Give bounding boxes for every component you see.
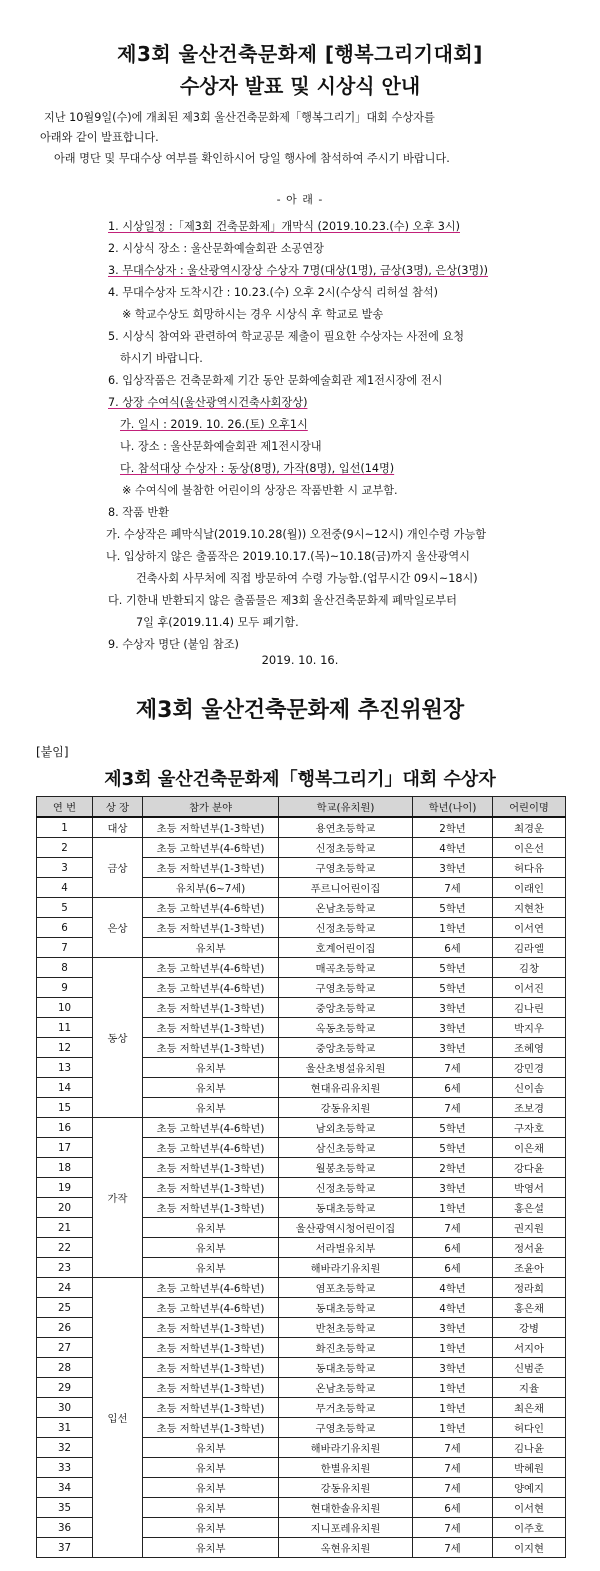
school: 염포초등학교 — [279, 1278, 413, 1298]
notice-item: 7일 후(2019.11.4) 모두 폐기함. — [136, 616, 299, 629]
category: 초등 저학년부(1-3학년) — [143, 1418, 279, 1438]
grade: 5학년 — [413, 898, 493, 918]
school: 구영초등학교 — [279, 1418, 413, 1438]
child-name: 강민경 — [493, 1058, 566, 1078]
notice-item: 7. 상장 수여식(울산광역시건축사회장상) — [108, 396, 308, 409]
grade: 7세 — [413, 1458, 493, 1478]
category: 초등 저학년부(1-3학년) — [143, 1358, 279, 1378]
award-type: 대상 — [93, 817, 143, 838]
child-name: 이래인 — [493, 878, 566, 898]
category: 초등 저학년부(1-3학년) — [143, 858, 279, 878]
row-number: 34 — [37, 1478, 93, 1498]
child-name: 홍은설 — [493, 1198, 566, 1218]
child-name: 양예지 — [493, 1478, 566, 1498]
grade: 6세 — [413, 1238, 493, 1258]
row-number: 28 — [37, 1358, 93, 1378]
grade: 7세 — [413, 1218, 493, 1238]
row-number: 13 — [37, 1058, 93, 1078]
row-number: 10 — [37, 998, 93, 1018]
notice-item: 3. 무대수상자 : 울산광역시장상 수상자 7명(대상(1명), 금상(3명), 은상(3명)) — [108, 264, 489, 277]
row-number: 2 — [37, 838, 93, 858]
grade: 7세 — [413, 1538, 493, 1558]
grade: 4학년 — [413, 1298, 493, 1318]
grade: 5학년 — [413, 1138, 493, 1158]
row-number: 9 — [37, 978, 93, 998]
category: 초등 저학년부(1-3학년) — [143, 1198, 279, 1218]
category: 유치부(6~7세) — [143, 878, 279, 898]
school: 한별유치원 — [279, 1458, 413, 1478]
school: 구영초등학교 — [279, 978, 413, 998]
category: 유치부 — [143, 1478, 279, 1498]
category: 초등 저학년부(1-3학년) — [143, 817, 279, 838]
category: 초등 저학년부(1-3학년) — [143, 1378, 279, 1398]
table-body — [37, 817, 566, 1558]
row-number: 12 — [37, 1038, 93, 1058]
school: 동대초등학교 — [279, 1198, 413, 1218]
award-type: 입선 — [93, 1278, 143, 1558]
table-row — [37, 898, 566, 918]
school: 신정초등학교 — [279, 1178, 413, 1198]
category: 유치부 — [143, 1438, 279, 1458]
col-header: 어린이명 — [493, 797, 566, 818]
row-number: 31 — [37, 1418, 93, 1438]
child-name: 조보경 — [493, 1098, 566, 1118]
grade: 1학년 — [413, 1198, 493, 1218]
grade: 4학년 — [413, 1278, 493, 1298]
notice-item: ※ 학교수상도 희망하시는 경우 시상식 후 학교로 발송 — [122, 308, 384, 321]
table-row — [37, 958, 566, 978]
school: 화진초등학교 — [279, 1338, 413, 1358]
intro-line1: 지난 10월9일(수)에 개최된 제3회 울산건축문화제「행복그리기」대회 수상자를 — [44, 111, 435, 124]
school: 구영초등학교 — [279, 858, 413, 878]
doc-title-line1: 제3회 울산건축문화제 [행복그리기대회] — [117, 42, 483, 66]
grade: 3학년 — [413, 998, 493, 1018]
school: 해바라기유치원 — [279, 1438, 413, 1458]
category: 초등 저학년부(1-3학년) — [143, 1038, 279, 1058]
school: 해바라기유치원 — [279, 1258, 413, 1278]
school: 동대초등학교 — [279, 1358, 413, 1378]
table-row — [37, 817, 566, 838]
notice-item: 6. 입상작품은 건축문화제 기간 동안 문화예술회관 제1전시장에 전시 — [108, 374, 443, 387]
intro-line3: 아래 명단 및 무대수상 여부를 확인하시어 당일 행사에 참석하여 주시기 바랍니다. — [54, 152, 450, 165]
school: 온남초등학교 — [279, 898, 413, 918]
child-name: 지율 — [493, 1378, 566, 1398]
row-number: 35 — [37, 1498, 93, 1518]
row-number: 30 — [37, 1398, 93, 1418]
notice-item: 4. 무대수상자 도착시간 : 10.23.(수) 오후 2시(수상식 리허설 참석) — [108, 286, 439, 299]
grade: 7세 — [413, 1058, 493, 1078]
school: 울산초병설유치원 — [279, 1058, 413, 1078]
category: 유치부 — [143, 1518, 279, 1538]
category: 유치부 — [143, 938, 279, 958]
grade: 4학년 — [413, 838, 493, 858]
row-number: 3 — [37, 858, 93, 878]
grade: 5학년 — [413, 958, 493, 978]
row-number: 14 — [37, 1078, 93, 1098]
row-number: 5 — [37, 898, 93, 918]
grade: 6세 — [413, 1258, 493, 1278]
category: 초등 저학년부(1-3학년) — [143, 1018, 279, 1038]
grade: 2학년 — [413, 1158, 493, 1178]
col-header: 참가 분야 — [143, 797, 279, 818]
notice-item: 1. 시상일정 :「제3회 건축문화제」개막식 (2019.10.23.(수) 오후 3시) — [108, 220, 460, 233]
child-name: 강병 — [493, 1318, 566, 1338]
category: 초등 저학년부(1-3학년) — [143, 1318, 279, 1338]
row-number: 21 — [37, 1218, 93, 1238]
category: 초등 고학년부(4-6학년) — [143, 838, 279, 858]
school: 울산광역시청어린이집 — [279, 1218, 413, 1238]
notice-item: 5. 시상식 참여와 관련하여 학교공문 제출이 필요한 수상자는 사전에 요청 — [108, 330, 465, 343]
category: 초등 저학년부(1-3학년) — [143, 998, 279, 1018]
doc-title-line2: 수상자 발표 및 시상식 안내 — [179, 74, 421, 98]
school: 옥동초등학교 — [279, 1018, 413, 1038]
category: 유치부 — [143, 1098, 279, 1118]
col-header: 상 장 — [93, 797, 143, 818]
row-number: 24 — [37, 1278, 93, 1298]
child-name: 최경운 — [493, 817, 566, 838]
row-number: 8 — [37, 958, 93, 978]
grade: 1학년 — [413, 1338, 493, 1358]
row-number: 37 — [37, 1538, 93, 1558]
category: 초등 고학년부(4-6학년) — [143, 1278, 279, 1298]
school: 중앙초등학교 — [279, 1038, 413, 1058]
school: 지니포레유치원 — [279, 1518, 413, 1538]
grade: 6세 — [413, 1078, 493, 1098]
col-header: 학년(나이) — [413, 797, 493, 818]
school: 서라벌유치부 — [279, 1238, 413, 1258]
notice-item: 건축사회 사무처에 직접 방문하여 수령 가능함.(업무시간 09시~18시) — [136, 572, 478, 585]
category: 초등 고학년부(4-6학년) — [143, 1138, 279, 1158]
grade: 3학년 — [413, 1178, 493, 1198]
child-name: 정라희 — [493, 1278, 566, 1298]
school: 남외초등학교 — [279, 1118, 413, 1138]
child-name: 김나윤 — [493, 1438, 566, 1458]
award-type: 가작 — [93, 1118, 143, 1278]
school: 동대초등학교 — [279, 1298, 413, 1318]
category: 유치부 — [143, 1078, 279, 1098]
notice-item: 2. 시상식 장소 : 울산문화예술회관 소공연장 — [108, 242, 324, 255]
child-name: 신범준 — [493, 1358, 566, 1378]
grade: 7세 — [413, 1098, 493, 1118]
row-number: 26 — [37, 1318, 93, 1338]
school: 용연초등학교 — [279, 817, 413, 838]
category: 유치부 — [143, 1498, 279, 1518]
notice-item: ※ 수여식에 불참한 어린이의 상장은 작품반환 시 교부함. — [122, 484, 398, 497]
notice-item: 9. 수상자 명단 (붙임 참조) — [108, 638, 239, 651]
school: 온남초등학교 — [279, 1378, 413, 1398]
school: 현대한솔유치원 — [279, 1498, 413, 1518]
category: 초등 저학년부(1-3학년) — [143, 1158, 279, 1178]
grade: 7세 — [413, 878, 493, 898]
category: 유치부 — [143, 1458, 279, 1478]
award-type: 금상 — [93, 838, 143, 898]
category: 유치부 — [143, 1258, 279, 1278]
grade: 7세 — [413, 1438, 493, 1458]
child-name: 강다윤 — [493, 1158, 566, 1178]
row-number: 17 — [37, 1138, 93, 1158]
row-number: 20 — [37, 1198, 93, 1218]
school: 월봉초등학교 — [279, 1158, 413, 1178]
row-number: 23 — [37, 1258, 93, 1278]
child-name: 이서진 — [493, 978, 566, 998]
row-number: 7 — [37, 938, 93, 958]
school: 신정초등학교 — [279, 838, 413, 858]
school: 무거초등학교 — [279, 1398, 413, 1418]
row-number: 22 — [37, 1238, 93, 1258]
grade: 3학년 — [413, 858, 493, 878]
notice-item: 가. 수상작은 폐막식날(2019.10.28(월)) 오전중(9시~12시) 개인수령 가능함 — [106, 528, 487, 541]
award-type: 은상 — [93, 898, 143, 958]
grade: 6세 — [413, 938, 493, 958]
child-name: 정서윤 — [493, 1238, 566, 1258]
row-number: 16 — [37, 1118, 93, 1138]
child-name: 박지우 — [493, 1018, 566, 1038]
category: 초등 고학년부(4-6학년) — [143, 1118, 279, 1138]
attachment-title: 제3회 울산건축문화제「행복그리기」대회 수상자 — [104, 769, 496, 790]
winners-table — [36, 796, 566, 1558]
attachment-label: [붙임] — [36, 745, 69, 759]
school: 신정초등학교 — [279, 918, 413, 938]
child-name: 김나린 — [493, 998, 566, 1018]
category: 유치부 — [143, 1218, 279, 1238]
school: 옥현유치원 — [279, 1538, 413, 1558]
grade: 3학년 — [413, 1038, 493, 1058]
category: 초등 저학년부(1-3학년) — [143, 918, 279, 938]
row-number: 19 — [37, 1178, 93, 1198]
school: 중앙초등학교 — [279, 998, 413, 1018]
school: 현대유리유치원 — [279, 1078, 413, 1098]
category: 초등 고학년부(4-6학년) — [143, 1298, 279, 1318]
child-name: 이서연 — [493, 918, 566, 938]
category: 초등 고학년부(4-6학년) — [143, 898, 279, 918]
child-name: 이주호 — [493, 1518, 566, 1538]
table-row — [37, 1118, 566, 1138]
child-name: 이서현 — [493, 1498, 566, 1518]
row-number: 27 — [37, 1338, 93, 1358]
row-number: 6 — [37, 918, 93, 938]
child-name: 박영서 — [493, 1178, 566, 1198]
grade: 1학년 — [413, 1418, 493, 1438]
notice-item: 나. 장소 : 울산문화예술회관 제1전시장내 — [120, 440, 322, 453]
intro-line2: 아래와 같이 발표합니다. — [40, 131, 159, 144]
grade: 3학년 — [413, 1018, 493, 1038]
grade: 1학년 — [413, 1398, 493, 1418]
row-number: 15 — [37, 1098, 93, 1118]
child-name: 허다인 — [493, 1418, 566, 1438]
child-name: 구자호 — [493, 1118, 566, 1138]
category: 초등 고학년부(4-6학년) — [143, 958, 279, 978]
child-name: 서지아 — [493, 1338, 566, 1358]
notice-heading: - 아 래 - — [276, 193, 324, 206]
school: 강동유치원 — [279, 1478, 413, 1498]
table-row — [37, 1278, 566, 1298]
child-name: 신이솜 — [493, 1078, 566, 1098]
row-number: 18 — [37, 1158, 93, 1178]
col-header: 연 번 — [37, 797, 93, 818]
row-number: 11 — [37, 1018, 93, 1038]
notice-list — [108, 218, 578, 658]
grade: 3학년 — [413, 1318, 493, 1338]
grade: 1학년 — [413, 918, 493, 938]
school: 삼신초등학교 — [279, 1138, 413, 1158]
notice-item: 나. 입상하지 않은 출품작은 2019.10.17.(목)~10.18(금)까지 울산광역시 — [106, 550, 470, 563]
category: 유치부 — [143, 1538, 279, 1558]
school: 반천초등학교 — [279, 1318, 413, 1338]
child-name: 홍은채 — [493, 1298, 566, 1318]
grade: 7세 — [413, 1478, 493, 1498]
grade: 6세 — [413, 1498, 493, 1518]
child-name: 이은선 — [493, 838, 566, 858]
notice-item: 8. 작품 반환 — [108, 506, 170, 519]
child-name: 김라엘 — [493, 938, 566, 958]
child-name: 지현찬 — [493, 898, 566, 918]
child-name: 허다유 — [493, 858, 566, 878]
grade: 5학년 — [413, 1118, 493, 1138]
row-number: 36 — [37, 1518, 93, 1538]
child-name: 최은채 — [493, 1398, 566, 1418]
category: 초등 저학년부(1-3학년) — [143, 1178, 279, 1198]
notice-item: 다. 참석대상 수상자 : 동상(8명), 가작(8명), 입선(14명) — [120, 462, 395, 475]
school: 강동유치원 — [279, 1098, 413, 1118]
notice-item: 하시기 바랍니다. — [120, 352, 203, 365]
row-number: 33 — [37, 1458, 93, 1478]
child-name: 조혜영 — [493, 1038, 566, 1058]
award-type: 동상 — [93, 958, 143, 1118]
category: 초등 고학년부(4-6학년) — [143, 978, 279, 998]
row-number: 4 — [37, 878, 93, 898]
grade: 1학년 — [413, 1378, 493, 1398]
child-name: 이은채 — [493, 1138, 566, 1158]
child-name: 박혜원 — [493, 1458, 566, 1478]
school: 매곡초등학교 — [279, 958, 413, 978]
table-header-row — [37, 797, 566, 818]
category: 유치부 — [143, 1238, 279, 1258]
row-number: 32 — [37, 1438, 93, 1458]
category: 초등 저학년부(1-3학년) — [143, 1338, 279, 1358]
child-name: 권지원 — [493, 1218, 566, 1238]
school: 호계어린이집 — [279, 938, 413, 958]
row-number: 25 — [37, 1298, 93, 1318]
grade: 5학년 — [413, 978, 493, 998]
row-number: 1 — [37, 817, 93, 838]
grade: 2학년 — [413, 817, 493, 838]
child-name: 김창 — [493, 958, 566, 978]
grade: 3학년 — [413, 1358, 493, 1378]
notice-item: 다. 기한내 반환되지 않은 출품물은 제3회 울산건축문화제 폐막일로부터 — [108, 594, 457, 607]
row-number: 29 — [37, 1378, 93, 1398]
child-name: 조윤아 — [493, 1258, 566, 1278]
committee-chair: 제3회 울산건축문화제 추진위원장 — [135, 698, 465, 723]
notice-item: 가. 일시 : 2019. 10. 26.(토) 오후1시 — [120, 418, 308, 431]
school: 푸르니어린이집 — [279, 878, 413, 898]
category: 초등 저학년부(1-3학년) — [143, 1398, 279, 1418]
child-name: 이지현 — [493, 1538, 566, 1558]
grade: 7세 — [413, 1518, 493, 1538]
issue-date: 2019. 10. 16. — [261, 653, 339, 667]
col-header: 학교(유치원) — [279, 797, 413, 818]
category: 유치부 — [143, 1058, 279, 1078]
table-row — [37, 838, 566, 858]
